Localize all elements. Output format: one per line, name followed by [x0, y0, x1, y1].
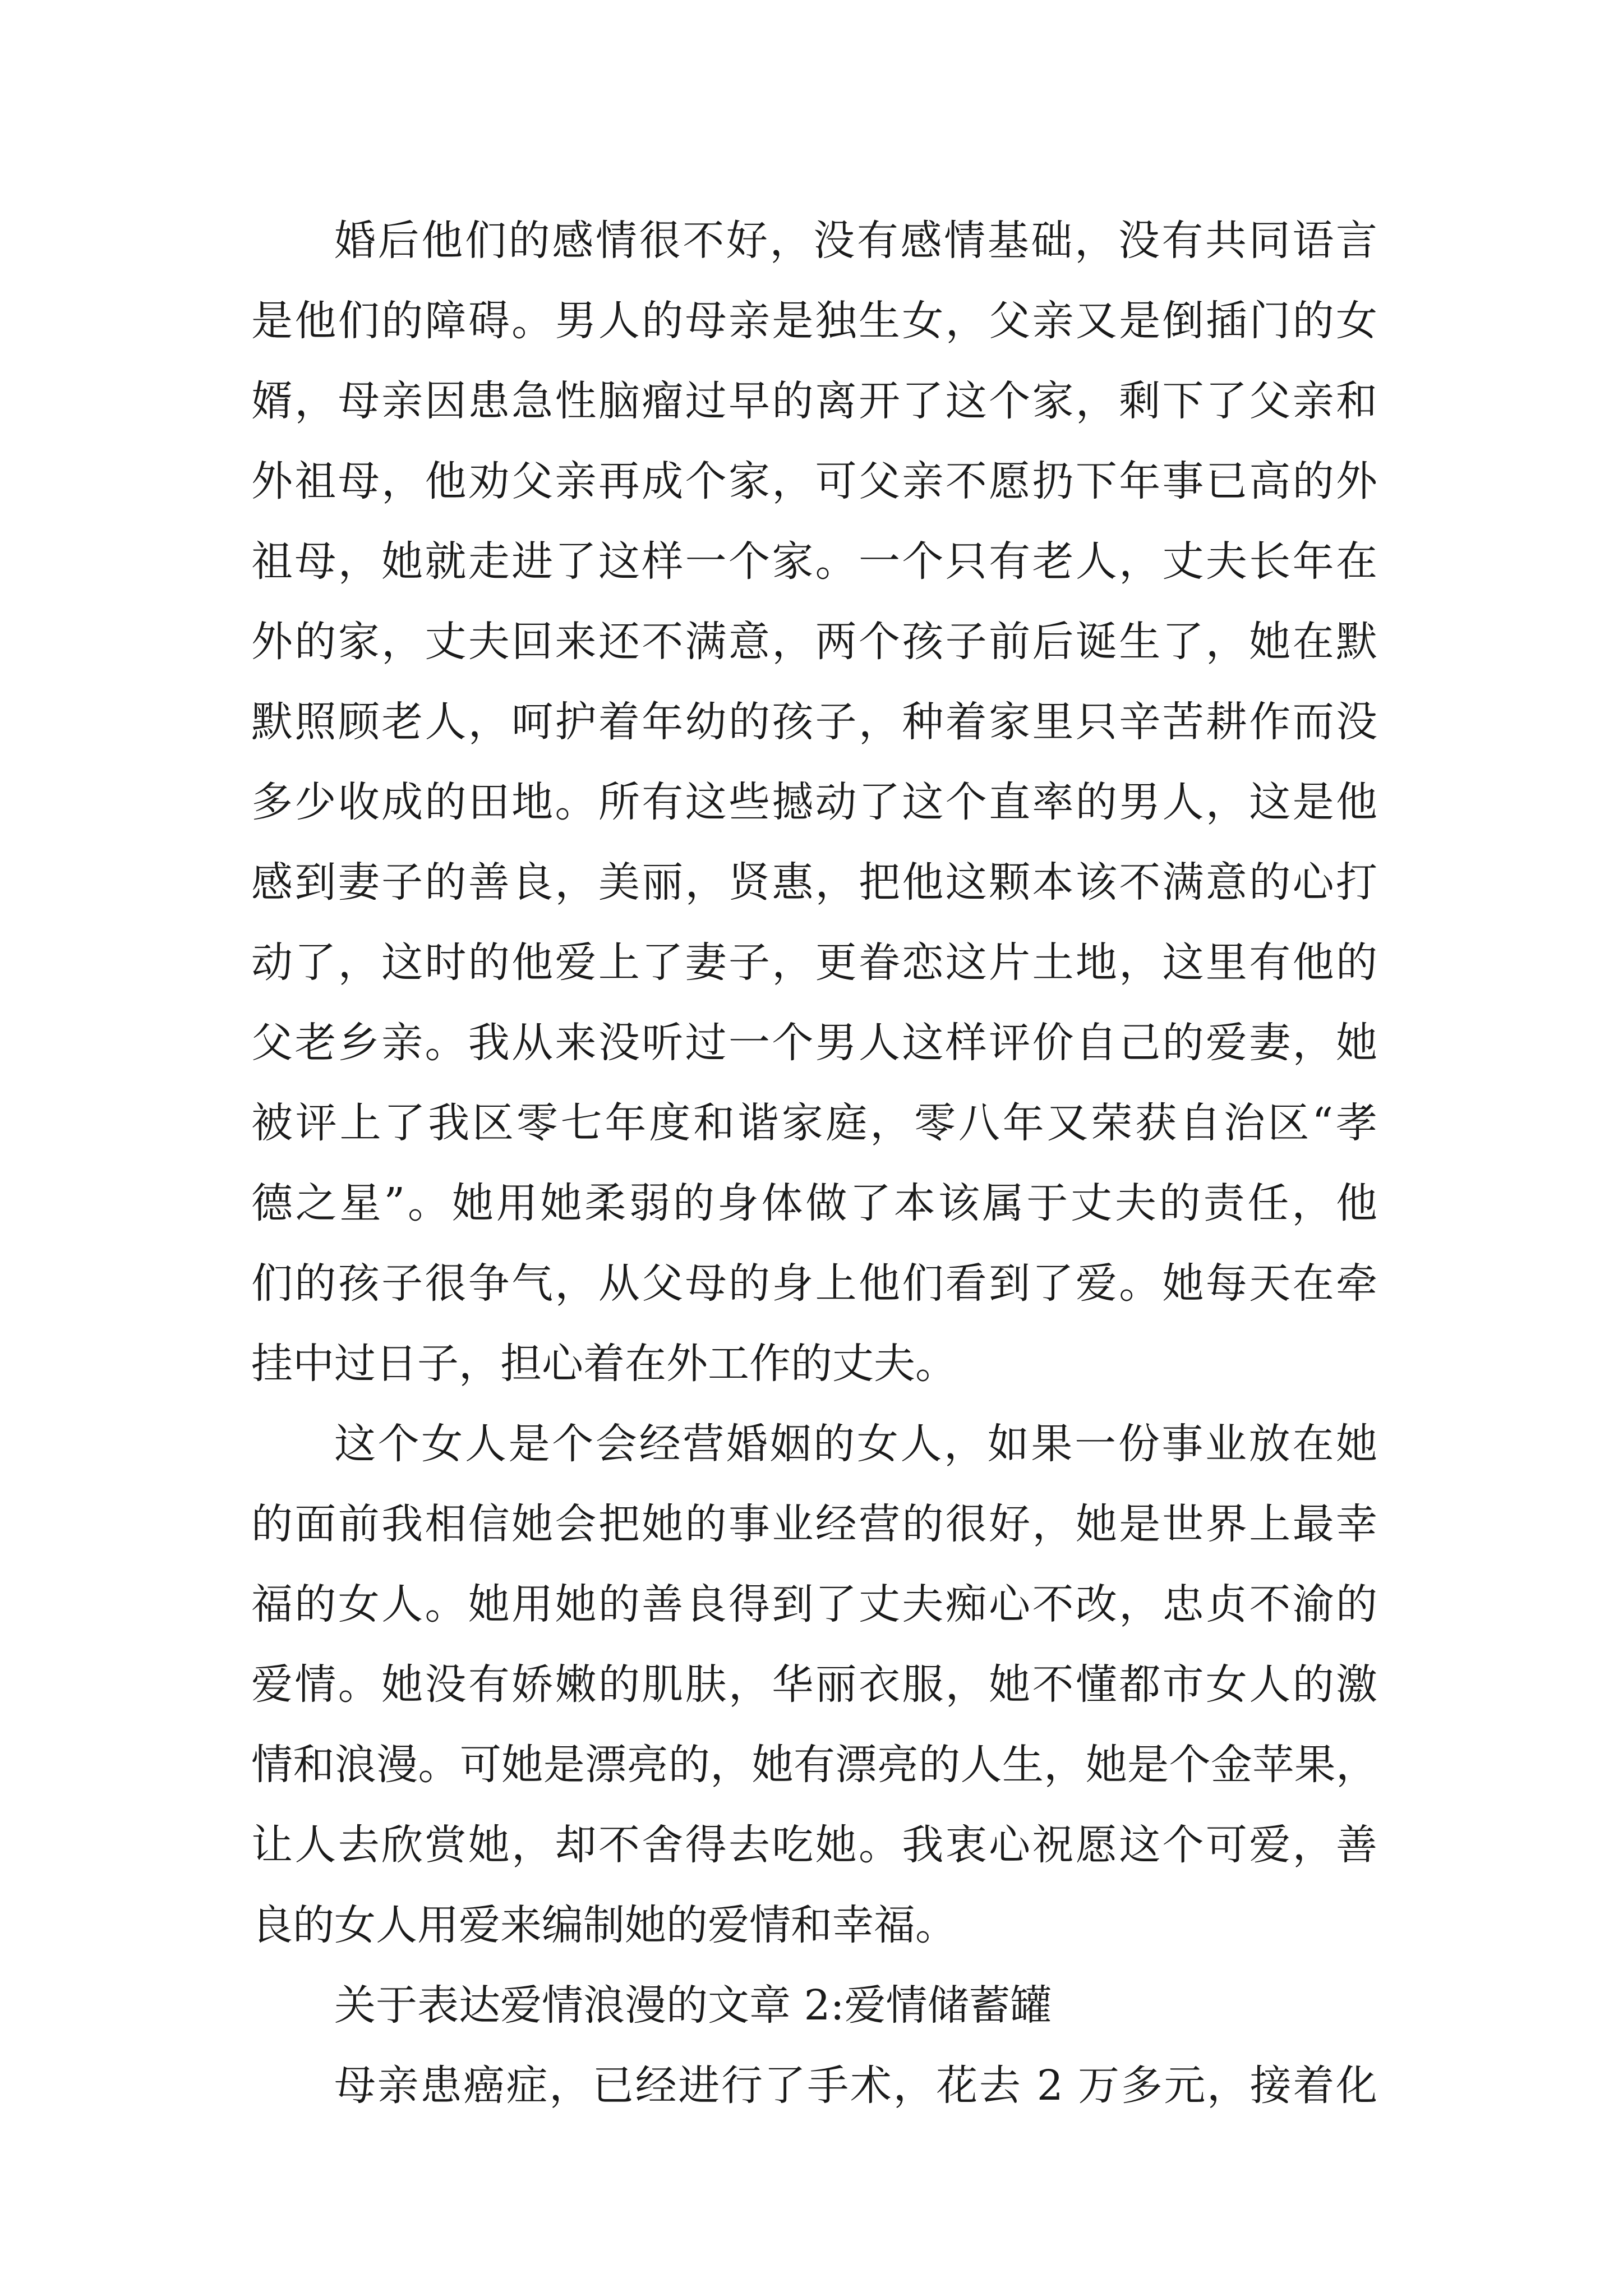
text-line: 德之星”。她用她柔弱的身体做了本该属于丈夫的责任，他: [251, 1179, 1377, 1227]
text-line: 婚后他们的感情很不好，没有感情基础，没有共同语言: [334, 217, 1377, 265]
text-line: 爱情。她没有娇嫩的肌肤，华丽衣服，她不懂都市女人的激: [251, 1660, 1377, 1709]
text-line: 们的孩子很争气，从父母的身上他们看到了爱。她每天在牵: [251, 1259, 1377, 1308]
section-heading: 关于表达爱情浪漫的文章 2:爱情储蓄罐: [334, 1981, 1052, 2030]
text-line: 婿，母亲因患急性脑瘤过早的离开了这个家，剩下了父亲和: [251, 377, 1377, 425]
text-line: 默照顾老人，呵护着年幼的孩子，种着家里只辛苦耕作而没: [251, 698, 1377, 746]
text-line: 良的女人用爱来编制她的爱情和幸福。: [251, 1901, 957, 1949]
text-line: 父老乡亲。我从来没听过一个男人这样评价自己的爱妻，她: [251, 1019, 1377, 1067]
text-line: 母亲患癌症，已经进行了手术，花去 2 万多元，接着化: [334, 2062, 1377, 2110]
text-line: 情和浪漫。可她是漂亮的，她有漂亮的人生，她是个金苹果，: [251, 1741, 1377, 1789]
text-line: 多少收成的田地。所有这些撼动了这个直率的男人，这是他: [251, 778, 1377, 826]
text-line: 挂中过日子，担心着在外工作的丈夫。: [251, 1340, 957, 1388]
text-line: 是他们的障碍。男人的母亲是独生女，父亲又是倒插门的女: [251, 297, 1377, 345]
text-line: 的面前我相信她会把她的事业经营的很好，她是世界上最幸: [251, 1500, 1377, 1548]
text-line: 被评上了我区零七年度和谐家庭，零八年又荣获自治区“孝: [251, 1099, 1377, 1147]
text-line: 这个女人是个会经营婚姻的女人，如果一份事业放在她: [334, 1420, 1377, 1468]
text-line: 福的女人。她用她的善良得到了丈夫痴心不改，忠贞不渝的: [251, 1580, 1377, 1628]
body-text: [251, 201, 1377, 2126]
text-line: 感到妻子的善良，美丽，贤惠，把他这颗本该不满意的心打: [251, 858, 1377, 907]
text-line: 外的家，丈夫回来还不满意，两个孩子前后诞生了，她在默: [251, 618, 1377, 666]
text-line: 让人去欣赏她，却不舍得去吃她。我衷心祝愿这个可爱，善: [251, 1821, 1377, 1869]
text-line: 动了，这时的他爱上了妻子，更眷恋这片土地，这里有他的: [251, 938, 1377, 987]
text-line: 外祖母，他劝父亲再成个家，可父亲不愿扔下年事已高的外: [251, 457, 1377, 505]
text-line: 祖母，她就走进了这样一个家。一个只有老人，丈夫长年在: [251, 537, 1377, 586]
